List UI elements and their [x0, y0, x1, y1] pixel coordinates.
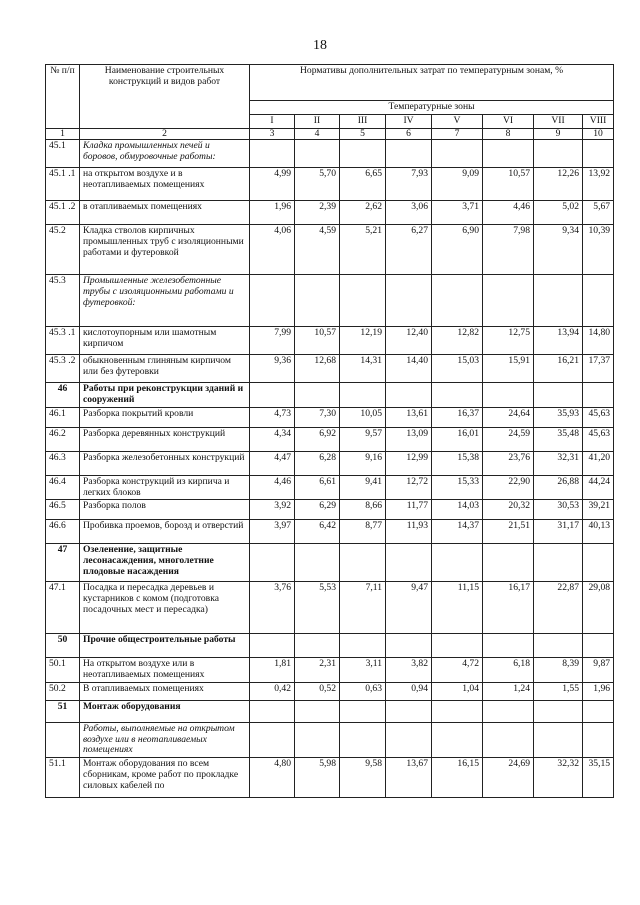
value-cell: 7,30 [295, 407, 340, 427]
value-cell [250, 383, 295, 407]
value-cell: 9,09 [432, 168, 483, 201]
column-index-cell: 3 [250, 128, 295, 140]
row-name: кислотоупорным или шамотным кирпичом [80, 327, 250, 355]
value-cell: 1,96 [250, 201, 295, 225]
value-cell [432, 383, 483, 407]
zone-header-cell: IV [386, 115, 432, 129]
value-cell: 5,67 [583, 201, 614, 225]
table-row [46, 475, 614, 499]
value-cell [432, 722, 483, 757]
value-cell: 1,96 [583, 682, 614, 700]
row-code: 47.1 [46, 582, 80, 634]
value-cell [583, 700, 614, 722]
value-cell: 15,33 [432, 475, 483, 499]
value-cell: 12,82 [432, 327, 483, 355]
value-cell: 4,72 [432, 658, 483, 682]
row-name: обыкновенным глиняным кирпичом или без футеровки [80, 355, 250, 383]
row-name: Работы, выполняемые на открытом воздухе или в неотапливаемых помещениях [80, 722, 250, 757]
value-cell: 14,31 [340, 355, 386, 383]
value-cell: 8,66 [340, 500, 386, 520]
value-cell: 14,80 [583, 327, 614, 355]
value-cell: 15,38 [432, 451, 483, 475]
value-cell: 26,88 [534, 475, 583, 499]
value-cell [295, 722, 340, 757]
value-cell: 3,92 [250, 500, 295, 520]
value-cell: 2,62 [340, 201, 386, 225]
row-name: Прочие общестроительные работы [80, 634, 250, 658]
table-row [46, 355, 614, 383]
value-cell: 35,48 [534, 427, 583, 451]
value-cell: 4,46 [250, 475, 295, 499]
table-row [46, 582, 614, 634]
value-cell: 7,93 [386, 168, 432, 201]
row-name: Кладка стволов кирпичных промышленных труб с изоляционными работами и футеровкой [80, 225, 250, 275]
row-name: Работы при реконструкции зданий и сооружений [80, 383, 250, 407]
value-cell [583, 383, 614, 407]
value-cell [250, 722, 295, 757]
value-cell [386, 544, 432, 582]
value-cell: 3,82 [386, 658, 432, 682]
value-cell [250, 634, 295, 658]
value-cell: 32,32 [534, 758, 583, 798]
value-cell [340, 700, 386, 722]
value-cell [386, 275, 432, 327]
value-cell: 3,76 [250, 582, 295, 634]
value-cell [250, 700, 295, 722]
value-cell: 14,37 [432, 520, 483, 544]
value-cell: 0,42 [250, 682, 295, 700]
value-cell: 24,69 [483, 758, 534, 798]
value-cell: 3,11 [340, 658, 386, 682]
value-cell: 7,99 [250, 327, 295, 355]
value-cell [340, 634, 386, 658]
value-cell [250, 275, 295, 327]
value-cell: 4,34 [250, 427, 295, 451]
value-cell: 6,92 [295, 427, 340, 451]
value-cell: 15,03 [432, 355, 483, 383]
value-cell [583, 140, 614, 168]
table-row [46, 682, 614, 700]
zone-header-cell: VIII [583, 115, 614, 129]
value-cell: 3,06 [386, 201, 432, 225]
value-cell [483, 634, 534, 658]
value-cell: 0,52 [295, 682, 340, 700]
row-name: Монтаж оборудования по всем сборникам, кроме работ по прокладке силовых кабелей по [80, 758, 250, 798]
row-code: 46.5 [46, 500, 80, 520]
value-cell: 12,26 [534, 168, 583, 201]
column-index-cell: 1 [46, 128, 80, 140]
value-cell [483, 700, 534, 722]
row-code: 51.1 [46, 758, 80, 798]
zone-header-cell: V [432, 115, 483, 129]
row-code: 46.4 [46, 475, 80, 499]
value-cell: 12,75 [483, 327, 534, 355]
row-name: В отапливаемых помещениях [80, 682, 250, 700]
value-cell [432, 140, 483, 168]
value-cell: 13,67 [386, 758, 432, 798]
value-cell: 12,72 [386, 475, 432, 499]
value-cell: 17,37 [583, 355, 614, 383]
header-norms: Нормативы дополнительных затрат по температурным зонам, % [250, 65, 614, 101]
value-cell: 2,39 [295, 201, 340, 225]
value-cell: 6,28 [295, 451, 340, 475]
value-cell [340, 544, 386, 582]
row-code: 46 [46, 383, 80, 407]
table-row [46, 451, 614, 475]
value-cell: 12,68 [295, 355, 340, 383]
value-cell: 9,87 [583, 658, 614, 682]
value-cell: 22,87 [534, 582, 583, 634]
row-code: 45.2 [46, 225, 80, 275]
value-cell: 13,61 [386, 407, 432, 427]
table-row [46, 758, 614, 798]
value-cell: 10,57 [295, 327, 340, 355]
value-cell: 6,61 [295, 475, 340, 499]
row-code: 45.1 .2 [46, 201, 80, 225]
table-row [46, 722, 614, 757]
value-cell: 6,65 [340, 168, 386, 201]
value-cell: 7,11 [340, 582, 386, 634]
value-cell: 12,19 [340, 327, 386, 355]
value-cell: 4,06 [250, 225, 295, 275]
value-cell [583, 544, 614, 582]
value-cell [483, 275, 534, 327]
value-cell: 9,47 [386, 582, 432, 634]
value-cell: 24,59 [483, 427, 534, 451]
zone-header-cell: III [340, 115, 386, 129]
value-cell: 32,31 [534, 451, 583, 475]
value-cell: 8,39 [534, 658, 583, 682]
value-cell: 16,01 [432, 427, 483, 451]
table-row [46, 275, 614, 327]
value-cell: 1,04 [432, 682, 483, 700]
norms-table [45, 64, 614, 798]
value-cell [483, 544, 534, 582]
value-cell [340, 275, 386, 327]
value-cell: 10,05 [340, 407, 386, 427]
value-cell: 15,91 [483, 355, 534, 383]
value-cell: 5,98 [295, 758, 340, 798]
value-cell: 9,36 [250, 355, 295, 383]
table-row [46, 427, 614, 451]
table-row [46, 634, 614, 658]
row-name: Разборка деревянных конструкций [80, 427, 250, 451]
row-name: Разборка полов [80, 500, 250, 520]
value-cell: 4,73 [250, 407, 295, 427]
value-cell [295, 383, 340, 407]
table-row [46, 168, 614, 201]
column-index-cell: 4 [295, 128, 340, 140]
column-index-cell: 6 [386, 128, 432, 140]
value-cell: 14,40 [386, 355, 432, 383]
table-row [46, 383, 614, 407]
value-cell: 39,21 [583, 500, 614, 520]
value-cell: 5,02 [534, 201, 583, 225]
row-name: Пробивка проемов, борозд и отверстий [80, 520, 250, 544]
value-cell [386, 700, 432, 722]
column-index-cell: 9 [534, 128, 583, 140]
value-cell: 16,15 [432, 758, 483, 798]
table-row [46, 225, 614, 275]
value-cell: 7,98 [483, 225, 534, 275]
column-index-cell: 7 [432, 128, 483, 140]
value-cell: 20,32 [483, 500, 534, 520]
value-cell [534, 140, 583, 168]
value-cell: 12,99 [386, 451, 432, 475]
value-cell: 35,15 [583, 758, 614, 798]
value-cell [534, 700, 583, 722]
value-cell [534, 383, 583, 407]
value-cell: 5,70 [295, 168, 340, 201]
zone-header-cell: II [295, 115, 340, 129]
value-cell [386, 634, 432, 658]
value-cell: 35,93 [534, 407, 583, 427]
value-cell: 14,03 [432, 500, 483, 520]
value-cell: 41,20 [583, 451, 614, 475]
value-cell: 4,46 [483, 201, 534, 225]
value-cell: 23,76 [483, 451, 534, 475]
value-cell [432, 275, 483, 327]
value-cell [432, 634, 483, 658]
row-name: Озеленение, защитные лесонасаждения, многолетние плодовые насаждения [80, 544, 250, 582]
value-cell: 3,71 [432, 201, 483, 225]
row-name: на открытом воздухе и в неотапливаемых помещениях [80, 168, 250, 201]
value-cell [295, 544, 340, 582]
value-cell: 16,37 [432, 407, 483, 427]
value-cell: 11,77 [386, 500, 432, 520]
value-cell [386, 140, 432, 168]
row-name: На открытом воздухе или в неотапливаемых помещениях [80, 658, 250, 682]
value-cell: 6,42 [295, 520, 340, 544]
table-row [46, 544, 614, 582]
value-cell: 13,94 [534, 327, 583, 355]
row-code: 45.1 [46, 140, 80, 168]
value-cell: 44,24 [583, 475, 614, 499]
row-code: 46.2 [46, 427, 80, 451]
row-code: 45.3 .1 [46, 327, 80, 355]
value-cell: 4,59 [295, 225, 340, 275]
row-name: Монтаж оборудования [80, 700, 250, 722]
value-cell: 45,63 [583, 427, 614, 451]
row-code: 47 [46, 544, 80, 582]
value-cell [340, 722, 386, 757]
zone-header-cell: VI [483, 115, 534, 129]
table-row [46, 500, 614, 520]
value-cell: 11,93 [386, 520, 432, 544]
value-cell [432, 544, 483, 582]
value-cell [295, 634, 340, 658]
value-cell [340, 140, 386, 168]
value-cell: 3,97 [250, 520, 295, 544]
value-cell: 40,13 [583, 520, 614, 544]
row-name: Разборка железобетонных конструкций [80, 451, 250, 475]
value-cell: 9,57 [340, 427, 386, 451]
row-code: 45.3 [46, 275, 80, 327]
table-row [46, 407, 614, 427]
zone-header-cell: VII [534, 115, 583, 129]
value-cell: 8,77 [340, 520, 386, 544]
value-cell [295, 140, 340, 168]
value-cell [386, 722, 432, 757]
value-cell [483, 383, 534, 407]
value-cell: 1,81 [250, 658, 295, 682]
value-cell [295, 700, 340, 722]
value-cell: 5,53 [295, 582, 340, 634]
header-name: Наименование строительных конструкций и видов работ [80, 65, 250, 129]
table-row [46, 658, 614, 682]
value-cell: 1,55 [534, 682, 583, 700]
value-cell [483, 722, 534, 757]
value-cell: 22,90 [483, 475, 534, 499]
value-cell: 29,08 [583, 582, 614, 634]
value-cell: 10,39 [583, 225, 614, 275]
value-cell: 5,21 [340, 225, 386, 275]
value-cell: 6,90 [432, 225, 483, 275]
row-name: Промышленные железобетонные трубы с изоляционными работами и футеровкой: [80, 275, 250, 327]
value-cell: 9,58 [340, 758, 386, 798]
value-cell: 0,63 [340, 682, 386, 700]
value-cell: 6,29 [295, 500, 340, 520]
table-row [46, 140, 614, 168]
value-cell [534, 722, 583, 757]
row-name: Посадка и пересадка деревьев и кустарников с комом (подготовка посадочных мест и пересадка) [80, 582, 250, 634]
value-cell [386, 383, 432, 407]
value-cell: 4,80 [250, 758, 295, 798]
value-cell [295, 275, 340, 327]
table-row [46, 327, 614, 355]
value-cell [432, 700, 483, 722]
row-code: 46.3 [46, 451, 80, 475]
row-code: 46.1 [46, 407, 80, 427]
value-cell: 21,51 [483, 520, 534, 544]
value-cell: 4,99 [250, 168, 295, 201]
value-cell [340, 383, 386, 407]
row-code: 50 [46, 634, 80, 658]
value-cell: 16,21 [534, 355, 583, 383]
value-cell: 12,40 [386, 327, 432, 355]
row-code: 45.1 .1 [46, 168, 80, 201]
row-code [46, 722, 80, 757]
value-cell: 10,57 [483, 168, 534, 201]
value-cell: 45,63 [583, 407, 614, 427]
value-cell [583, 275, 614, 327]
table-row [46, 520, 614, 544]
page-number: 18 [313, 38, 327, 53]
value-cell: 24,64 [483, 407, 534, 427]
value-cell [534, 544, 583, 582]
zone-header-cell: I [250, 115, 295, 129]
header-num: № п/п [46, 65, 80, 129]
column-index-cell: 5 [340, 128, 386, 140]
value-cell [583, 722, 614, 757]
value-cell [534, 275, 583, 327]
row-name: Разборка покрытий кровли [80, 407, 250, 427]
row-name: Кладка промышленных печей и боровов, обмуровочные работы: [80, 140, 250, 168]
row-code: 45.3 .2 [46, 355, 80, 383]
value-cell: 9,34 [534, 225, 583, 275]
index-row [46, 128, 614, 140]
value-cell: 0,94 [386, 682, 432, 700]
header-zones: Температурные зоны [250, 101, 614, 115]
value-cell: 13,09 [386, 427, 432, 451]
column-index-cell: 2 [80, 128, 250, 140]
value-cell: 9,16 [340, 451, 386, 475]
table-row [46, 700, 614, 722]
value-cell [250, 544, 295, 582]
table-row [46, 201, 614, 225]
table-body [46, 140, 614, 798]
value-cell: 9,41 [340, 475, 386, 499]
value-cell: 6,27 [386, 225, 432, 275]
row-code: 46.6 [46, 520, 80, 544]
row-code: 50.2 [46, 682, 80, 700]
row-code: 51 [46, 700, 80, 722]
value-cell [534, 634, 583, 658]
value-cell: 13,92 [583, 168, 614, 201]
value-cell: 11,15 [432, 582, 483, 634]
row-name: в отапливаемых помещениях [80, 201, 250, 225]
value-cell [483, 140, 534, 168]
value-cell [583, 634, 614, 658]
value-cell: 1,24 [483, 682, 534, 700]
value-cell: 30,53 [534, 500, 583, 520]
column-index-cell: 8 [483, 128, 534, 140]
column-index-cell: 10 [583, 128, 614, 140]
value-cell: 31,17 [534, 520, 583, 544]
row-code: 50.1 [46, 658, 80, 682]
value-cell: 4,47 [250, 451, 295, 475]
value-cell: 6,18 [483, 658, 534, 682]
row-name: Разборка конструкций из кирпича и легких блоков [80, 475, 250, 499]
value-cell: 2,31 [295, 658, 340, 682]
value-cell [250, 140, 295, 168]
value-cell: 16,17 [483, 582, 534, 634]
